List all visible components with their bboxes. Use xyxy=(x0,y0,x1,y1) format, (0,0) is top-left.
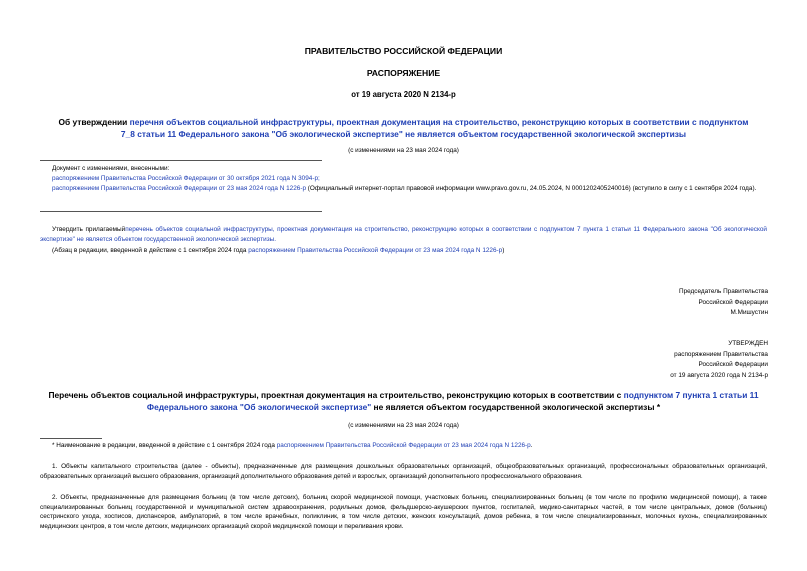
approve-note-suffix: ) xyxy=(502,247,505,254)
changes-note: (с изменениями на 23 мая 2024 года) xyxy=(348,147,459,154)
approved-line-1: УТВЕРЖДЕН xyxy=(728,340,768,347)
signature-block xyxy=(560,287,768,319)
list-title-suffix: не является объектом государственной экологической экспертизы * xyxy=(371,401,661,412)
list-item-2: 2. Объекты, предназначенные для размещения больниц (в том числе детских), больниц скорой медицинской помощи, участковых больниц, специализированных больниц (в том числе по профилю медицинской помощи), а также специализированных больниц государственной и муниципальной систем здравоохранения, родильных домов, фельдшерско-акушерских пунктов, госпиталей, медико-санитарных частей, в том числе центральных, домов (больниц) сестринского ухода, хосписов, диспансеров, амбулаторий, в том числе врачебных, поликлиник, в том числе детских, женских консультаций, домов ребенка, в том числе специализированных, молочных кухонь, специализированных медицинских центров, в том числе детских, медицинских организаций скорой медицинской помощи и переливания крови. xyxy=(40,494,767,530)
date-number: от 19 августа 2020 N 2134-р xyxy=(351,90,456,99)
amendment-link-1[interactable]: распоряжением Правительства Российской Федерации от 30 октября 2021 года N 3094-р; xyxy=(52,175,320,182)
amendment-item-2 xyxy=(40,184,767,194)
document-title xyxy=(52,117,755,140)
approve-prefix: Утвердить прилагаемый xyxy=(52,226,126,233)
approve-note-prefix: (Абзац в редакции, введенной в действие с 1 сентября 2024 года xyxy=(52,247,249,254)
approve-note-link[interactable]: распоряжением Правительства Российской Федерации от 23 мая 2024 года N 1226-р xyxy=(248,247,503,254)
list-title xyxy=(40,390,767,413)
government-heading: ПРАВИТЕЛЬСТВО РОССИЙСКОЙ ФЕДЕРАЦИИ xyxy=(304,46,503,56)
footnote-link[interactable]: распоряжением Правительства Российской Федерации от 23 мая 2024 года N 1226-р xyxy=(276,442,531,449)
list-changes-note: (с изменениями на 23 мая 2024 года) xyxy=(348,422,459,429)
approved-line-3: Российской Федерации xyxy=(698,361,768,369)
signature-name: М.Мишустин xyxy=(730,309,768,317)
approve-note xyxy=(52,246,767,256)
approved-line-4: от 19 августа 2020 года N 2134-р xyxy=(670,371,768,379)
footnote xyxy=(52,441,767,451)
title-link[interactable]: перечня объектов социальной инфраструктуры, проектная документация на строительство, реконструкцию которых в соответствии с подпунктом 7_8 статьи 11 Федерального закона "Об экологической экспертизе" не является объектом государственной экологической экспертизы xyxy=(120,117,749,139)
signature-line-2: Российской Федерации xyxy=(698,298,768,306)
title-prefix: Об утверждении xyxy=(58,117,130,127)
amendment-item-1 xyxy=(52,174,762,184)
footnote-divider xyxy=(40,438,102,439)
amendments-intro: Документ с изменениями, внесенными: xyxy=(52,165,170,172)
footnote-prefix: * Наименование в редакции, введенной в действие с 1 сентября 2024 года xyxy=(52,442,277,449)
list-item-1: 1. Объекты капитального строительства (далее - объекты), предназначенные для размещения дошкольных образовательных организаций, общеобразовательных организаций, профессиональных образовательных организаций, образовательных организаций высшего образования, организаций дополнительного образования детей и взрослых, организаций дополнительного профессионального образования. xyxy=(40,463,767,480)
amendment-link-2[interactable]: распоряжением Правительства Российской Федерации от 23 мая 2024 года N 1226-р xyxy=(52,185,307,192)
footnote-suffix: . xyxy=(530,442,533,449)
approve-paragraph xyxy=(40,225,767,244)
divider-bottom xyxy=(40,211,322,212)
doc-type-heading: РАСПОРЯЖЕНИЕ xyxy=(366,68,441,78)
amendment-item-2-rest: (Официальный интернет-портал правовой информации www.pravo.gov.ru, 24.05.2024, N 0001202405240016) (вступило в силу с 1 сентября 2024 года). xyxy=(306,185,757,192)
approved-line-2: распоряжением Правительства xyxy=(674,350,768,358)
divider-top xyxy=(40,160,322,161)
list-title-link[interactable]: подпунктом 7 пункта 1 статьи 11 Федерального закона "Об экологической экспертизе" xyxy=(146,390,759,412)
signature-line-1: Председатель Правительства xyxy=(679,288,768,295)
approve-link[interactable]: перечень объектов социальной инфраструктуры, проектная документация на строительство, реконструкцию которых в соответствии с подпунктом 7 пункта 1 статьи 11 Федерального закона "Об экологической экспертизе" не является объектом государственной экологической экспертизы. xyxy=(40,226,767,243)
approved-block xyxy=(560,339,768,381)
list-title-prefix: Перечень объектов социальной инфраструктуры, проектная документация на строительство, реконструкцию которых в соответствии с xyxy=(48,390,624,400)
